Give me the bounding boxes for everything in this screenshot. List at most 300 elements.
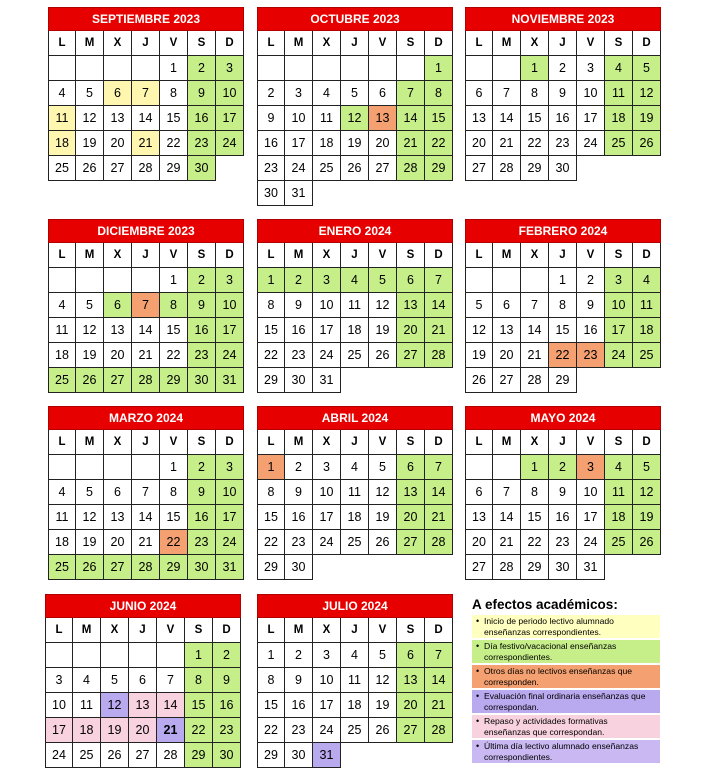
blank-day-cell — [76, 268, 104, 293]
month-feb-2024 — [465, 219, 661, 393]
day-cell: 14 — [521, 318, 549, 343]
day-cell: 18 — [313, 131, 341, 156]
day-cell: 27 — [397, 530, 425, 555]
day-cell: 5 — [369, 643, 397, 668]
weekday-header: D — [216, 31, 244, 56]
day-cell: 2 — [188, 268, 216, 293]
day-cell: 5 — [369, 455, 397, 480]
weekday-header: M — [285, 618, 313, 643]
day-cell: 12 — [633, 81, 661, 106]
day-cell: 29 — [257, 743, 285, 768]
empty-cell — [577, 368, 605, 393]
empty-cell — [577, 156, 605, 181]
blank-day-cell — [521, 268, 549, 293]
day-cell: 3 — [313, 455, 341, 480]
day-cell: 19 — [369, 318, 397, 343]
empty-cell — [605, 555, 633, 580]
day-cell: 21 — [521, 343, 549, 368]
weekday-header: J — [341, 430, 369, 455]
day-cell: 7 — [493, 81, 521, 106]
day-cell: 26 — [465, 368, 493, 393]
day-cell: 14 — [397, 106, 425, 131]
day-cell: 20 — [129, 718, 157, 743]
day-cell: 31 — [285, 181, 313, 206]
day-cell: 25 — [73, 743, 101, 768]
empty-cell — [397, 743, 425, 768]
day-cell: 24 — [577, 131, 605, 156]
day-cell: 30 — [549, 156, 577, 181]
day-cell: 31 — [313, 743, 341, 768]
legend-item — [472, 640, 660, 663]
day-cell: 29 — [425, 156, 453, 181]
day-cell: 10 — [285, 106, 313, 131]
day-cell: 1 — [521, 455, 549, 480]
day-cell: 27 — [104, 555, 132, 580]
day-cell: 21 — [493, 530, 521, 555]
day-cell: 16 — [577, 318, 605, 343]
weekday-header: D — [425, 243, 453, 268]
weekday-header: J — [549, 31, 577, 56]
month-title: OCTUBRE 2023 — [257, 7, 453, 31]
day-cell: 13 — [465, 106, 493, 131]
day-cell: 24 — [45, 743, 73, 768]
blank-day-cell — [369, 56, 397, 81]
day-cell: 8 — [521, 480, 549, 505]
day-cell: 27 — [397, 343, 425, 368]
day-cell: 12 — [341, 106, 369, 131]
day-cell: 19 — [633, 505, 661, 530]
day-cell: 10 — [313, 293, 341, 318]
weekday-header: M — [493, 243, 521, 268]
day-cell: 1 — [160, 268, 188, 293]
day-cell: 30 — [285, 743, 313, 768]
empty-cell — [425, 743, 453, 768]
day-cell: 21 — [157, 718, 185, 743]
day-cell: 18 — [341, 505, 369, 530]
day-cell: 1 — [257, 455, 285, 480]
day-cell: 7 — [132, 293, 160, 318]
day-cell: 30 — [188, 555, 216, 580]
day-cell: 11 — [48, 318, 76, 343]
blank-day-cell — [76, 56, 104, 81]
day-cell: 8 — [185, 668, 213, 693]
weekday-header: X — [313, 31, 341, 56]
weekday-header: L — [257, 430, 285, 455]
blank-day-cell — [104, 455, 132, 480]
day-cell: 16 — [549, 106, 577, 131]
month-grid — [48, 430, 244, 580]
day-cell: 9 — [285, 293, 313, 318]
weekday-header: D — [213, 618, 241, 643]
day-cell: 19 — [465, 343, 493, 368]
day-cell: 21 — [425, 505, 453, 530]
day-cell: 23 — [213, 718, 241, 743]
empty-cell — [425, 181, 453, 206]
day-cell: 10 — [313, 480, 341, 505]
day-cell: 15 — [160, 505, 188, 530]
weekday-header: L — [48, 430, 76, 455]
legend-item — [472, 715, 660, 738]
day-cell: 21 — [132, 343, 160, 368]
day-cell: 18 — [48, 530, 76, 555]
day-cell: 25 — [48, 156, 76, 181]
day-cell: 29 — [257, 368, 285, 393]
day-cell: 28 — [493, 156, 521, 181]
day-cell: 13 — [397, 480, 425, 505]
day-cell: 29 — [521, 156, 549, 181]
weekday-header: X — [521, 243, 549, 268]
weekday-header: J — [341, 243, 369, 268]
empty-cell — [633, 555, 661, 580]
day-cell: 19 — [101, 718, 129, 743]
weekday-header: V — [369, 243, 397, 268]
month-jun-2024 — [45, 594, 241, 768]
day-cell: 1 — [185, 643, 213, 668]
weekday-header: D — [425, 31, 453, 56]
day-cell: 20 — [104, 343, 132, 368]
weekday-header: S — [605, 430, 633, 455]
day-cell: 5 — [76, 480, 104, 505]
day-cell: 17 — [577, 106, 605, 131]
day-cell: 12 — [369, 293, 397, 318]
day-cell: 8 — [425, 81, 453, 106]
day-cell: 8 — [257, 293, 285, 318]
month-grid — [465, 243, 661, 393]
weekday-header: V — [160, 430, 188, 455]
weekday-header: D — [633, 243, 661, 268]
month-title: JUNIO 2024 — [45, 594, 241, 618]
day-cell: 23 — [285, 530, 313, 555]
blank-day-cell — [465, 56, 493, 81]
weekday-header: V — [577, 31, 605, 56]
day-cell: 24 — [216, 530, 244, 555]
weekday-header: D — [425, 618, 453, 643]
blank-day-cell — [132, 455, 160, 480]
legend-item-text: • Inicio de periodo lectivo alumnado enseñanzas correspondientes. — [484, 616, 614, 637]
blank-day-cell — [465, 268, 493, 293]
day-cell: 26 — [341, 156, 369, 181]
empty-cell — [313, 555, 341, 580]
day-cell: 25 — [341, 530, 369, 555]
weekday-header: L — [465, 31, 493, 56]
day-cell: 5 — [633, 455, 661, 480]
day-cell: 18 — [633, 318, 661, 343]
day-cell: 21 — [132, 131, 160, 156]
day-cell: 5 — [369, 268, 397, 293]
day-cell: 3 — [216, 455, 244, 480]
day-cell: 4 — [48, 81, 76, 106]
blank-day-cell — [129, 643, 157, 668]
day-cell: 27 — [129, 743, 157, 768]
day-cell: 29 — [257, 555, 285, 580]
day-cell: 31 — [577, 555, 605, 580]
weekday-header: V — [369, 618, 397, 643]
day-cell: 6 — [397, 455, 425, 480]
day-cell: 13 — [129, 693, 157, 718]
month-grid — [45, 618, 241, 768]
day-cell: 18 — [341, 693, 369, 718]
day-cell: 8 — [160, 81, 188, 106]
blank-day-cell — [104, 56, 132, 81]
weekday-header: X — [104, 243, 132, 268]
day-cell: 3 — [605, 268, 633, 293]
day-cell: 10 — [45, 693, 73, 718]
day-cell: 11 — [73, 693, 101, 718]
day-cell: 1 — [425, 56, 453, 81]
day-cell: 12 — [633, 480, 661, 505]
blank-day-cell — [48, 56, 76, 81]
day-cell: 24 — [313, 718, 341, 743]
day-cell: 21 — [425, 318, 453, 343]
day-cell: 28 — [132, 368, 160, 393]
day-cell: 9 — [188, 480, 216, 505]
day-cell: 21 — [132, 530, 160, 555]
day-cell: 8 — [257, 668, 285, 693]
weekday-header: S — [188, 430, 216, 455]
legend-item-text: • Repaso y actividades formativas enseñanzas que correspondan. — [484, 716, 608, 737]
empty-cell — [369, 368, 397, 393]
day-cell: 23 — [188, 343, 216, 368]
day-cell: 29 — [549, 368, 577, 393]
weekday-header: J — [132, 243, 160, 268]
weekday-header: X — [521, 430, 549, 455]
day-cell: 6 — [493, 293, 521, 318]
day-cell: 30 — [285, 555, 313, 580]
blank-day-cell — [313, 56, 341, 81]
day-cell: 2 — [257, 81, 285, 106]
legend-item — [472, 740, 660, 763]
empty-cell — [341, 181, 369, 206]
blank-day-cell — [397, 56, 425, 81]
day-cell: 5 — [465, 293, 493, 318]
day-cell: 14 — [425, 293, 453, 318]
day-cell: 27 — [465, 156, 493, 181]
day-cell: 17 — [605, 318, 633, 343]
legend-items — [472, 615, 660, 763]
month-title: ABRIL 2024 — [257, 406, 453, 430]
day-cell: 13 — [493, 318, 521, 343]
empty-cell — [633, 156, 661, 181]
weekday-header: L — [465, 243, 493, 268]
day-cell: 22 — [257, 718, 285, 743]
day-cell: 4 — [633, 268, 661, 293]
day-cell: 23 — [577, 343, 605, 368]
weekday-header: J — [549, 243, 577, 268]
day-cell: 30 — [213, 743, 241, 768]
day-cell: 17 — [313, 505, 341, 530]
empty-cell — [397, 555, 425, 580]
blank-day-cell — [465, 455, 493, 480]
day-cell: 3 — [216, 56, 244, 81]
day-cell: 2 — [577, 268, 605, 293]
month-title: MARZO 2024 — [48, 406, 244, 430]
weekday-header: S — [397, 243, 425, 268]
month-dic-2023 — [48, 219, 244, 393]
weekday-header: X — [313, 430, 341, 455]
day-cell: 10 — [216, 480, 244, 505]
blank-day-cell — [132, 56, 160, 81]
day-cell: 16 — [188, 318, 216, 343]
weekday-header: L — [257, 243, 285, 268]
day-cell: 26 — [76, 555, 104, 580]
weekday-header: S — [397, 430, 425, 455]
day-cell: 24 — [216, 343, 244, 368]
weekday-header: D — [216, 430, 244, 455]
day-cell: 13 — [397, 293, 425, 318]
day-cell: 11 — [313, 106, 341, 131]
day-cell: 8 — [160, 480, 188, 505]
blank-day-cell — [132, 268, 160, 293]
day-cell: 19 — [76, 343, 104, 368]
weekday-header: S — [397, 31, 425, 56]
day-cell: 15 — [160, 318, 188, 343]
day-cell: 2 — [549, 455, 577, 480]
day-cell: 22 — [257, 343, 285, 368]
day-cell: 27 — [369, 156, 397, 181]
day-cell: 27 — [493, 368, 521, 393]
month-nov-2023 — [465, 7, 661, 181]
weekday-header: D — [633, 430, 661, 455]
day-cell: 11 — [341, 668, 369, 693]
empty-cell — [397, 368, 425, 393]
day-cell: 17 — [285, 131, 313, 156]
day-cell: 17 — [216, 505, 244, 530]
day-cell: 9 — [549, 480, 577, 505]
day-cell: 7 — [493, 480, 521, 505]
day-cell: 3 — [577, 56, 605, 81]
day-cell: 1 — [257, 643, 285, 668]
day-cell: 22 — [425, 131, 453, 156]
day-cell: 25 — [341, 343, 369, 368]
month-may-2024 — [465, 406, 661, 580]
blank-day-cell — [493, 56, 521, 81]
day-cell: 16 — [188, 505, 216, 530]
day-cell: 10 — [577, 81, 605, 106]
day-cell: 7 — [425, 268, 453, 293]
day-cell: 2 — [188, 455, 216, 480]
day-cell: 8 — [160, 293, 188, 318]
month-grid — [257, 243, 453, 393]
day-cell: 20 — [465, 530, 493, 555]
day-cell: 1 — [160, 56, 188, 81]
weekday-header: V — [160, 243, 188, 268]
day-cell: 31 — [216, 368, 244, 393]
day-cell: 12 — [369, 668, 397, 693]
month-grid — [465, 430, 661, 580]
month-title: DICIEMBRE 2023 — [48, 219, 244, 243]
weekday-header: M — [76, 31, 104, 56]
day-cell: 25 — [313, 156, 341, 181]
day-cell: 25 — [48, 368, 76, 393]
day-cell: 7 — [157, 668, 185, 693]
day-cell: 11 — [605, 81, 633, 106]
day-cell: 1 — [257, 268, 285, 293]
day-cell: 19 — [633, 106, 661, 131]
legend-item — [472, 615, 660, 638]
day-cell: 26 — [633, 530, 661, 555]
day-cell: 6 — [465, 81, 493, 106]
weekday-header: M — [493, 430, 521, 455]
day-cell: 22 — [160, 343, 188, 368]
blank-day-cell — [493, 268, 521, 293]
day-cell: 16 — [549, 505, 577, 530]
day-cell: 15 — [521, 106, 549, 131]
day-cell: 30 — [188, 156, 216, 181]
day-cell: 11 — [341, 480, 369, 505]
day-cell: 17 — [45, 718, 73, 743]
day-cell: 5 — [341, 81, 369, 106]
day-cell: 9 — [549, 81, 577, 106]
day-cell: 3 — [45, 668, 73, 693]
blank-day-cell — [73, 643, 101, 668]
day-cell: 28 — [397, 156, 425, 181]
day-cell: 12 — [76, 505, 104, 530]
day-cell: 17 — [313, 318, 341, 343]
empty-cell — [341, 555, 369, 580]
weekday-header: X — [313, 618, 341, 643]
weekday-header: X — [104, 31, 132, 56]
day-cell: 27 — [104, 368, 132, 393]
weekday-header: X — [101, 618, 129, 643]
day-cell: 17 — [216, 106, 244, 131]
weekday-header: J — [132, 430, 160, 455]
weekday-header: X — [313, 243, 341, 268]
weekday-header: S — [185, 618, 213, 643]
day-cell: 24 — [285, 156, 313, 181]
day-cell: 7 — [425, 643, 453, 668]
day-cell: 12 — [465, 318, 493, 343]
day-cell: 18 — [605, 106, 633, 131]
day-cell: 14 — [493, 505, 521, 530]
empty-cell — [313, 181, 341, 206]
weekday-header: S — [605, 243, 633, 268]
legend-item-text: • Evaluación final ordinaria enseñanzas que correspondan. — [484, 691, 646, 712]
weekday-header: V — [160, 31, 188, 56]
day-cell: 4 — [313, 81, 341, 106]
day-cell: 16 — [257, 131, 285, 156]
day-cell: 18 — [48, 343, 76, 368]
day-cell: 24 — [216, 131, 244, 156]
day-cell: 28 — [132, 156, 160, 181]
day-cell: 28 — [493, 555, 521, 580]
weekday-header: D — [633, 31, 661, 56]
day-cell: 3 — [577, 455, 605, 480]
day-cell: 13 — [104, 106, 132, 131]
day-cell: 12 — [369, 480, 397, 505]
month-title: MAYO 2024 — [465, 406, 661, 430]
month-grid — [465, 31, 661, 181]
day-cell: 8 — [521, 81, 549, 106]
month-title: ENERO 2024 — [257, 219, 453, 243]
day-cell: 22 — [185, 718, 213, 743]
legend-item — [472, 690, 660, 713]
empty-cell — [369, 181, 397, 206]
day-cell: 28 — [425, 530, 453, 555]
day-cell: 4 — [605, 56, 633, 81]
day-cell: 26 — [369, 530, 397, 555]
month-title: NOVIEMBRE 2023 — [465, 7, 661, 31]
day-cell: 23 — [257, 156, 285, 181]
day-cell: 15 — [521, 505, 549, 530]
day-cell: 10 — [605, 293, 633, 318]
day-cell: 7 — [425, 455, 453, 480]
day-cell: 18 — [48, 131, 76, 156]
day-cell: 20 — [104, 131, 132, 156]
blank-day-cell — [48, 455, 76, 480]
weekday-header: S — [605, 31, 633, 56]
day-cell: 12 — [76, 106, 104, 131]
blank-day-cell — [45, 643, 73, 668]
